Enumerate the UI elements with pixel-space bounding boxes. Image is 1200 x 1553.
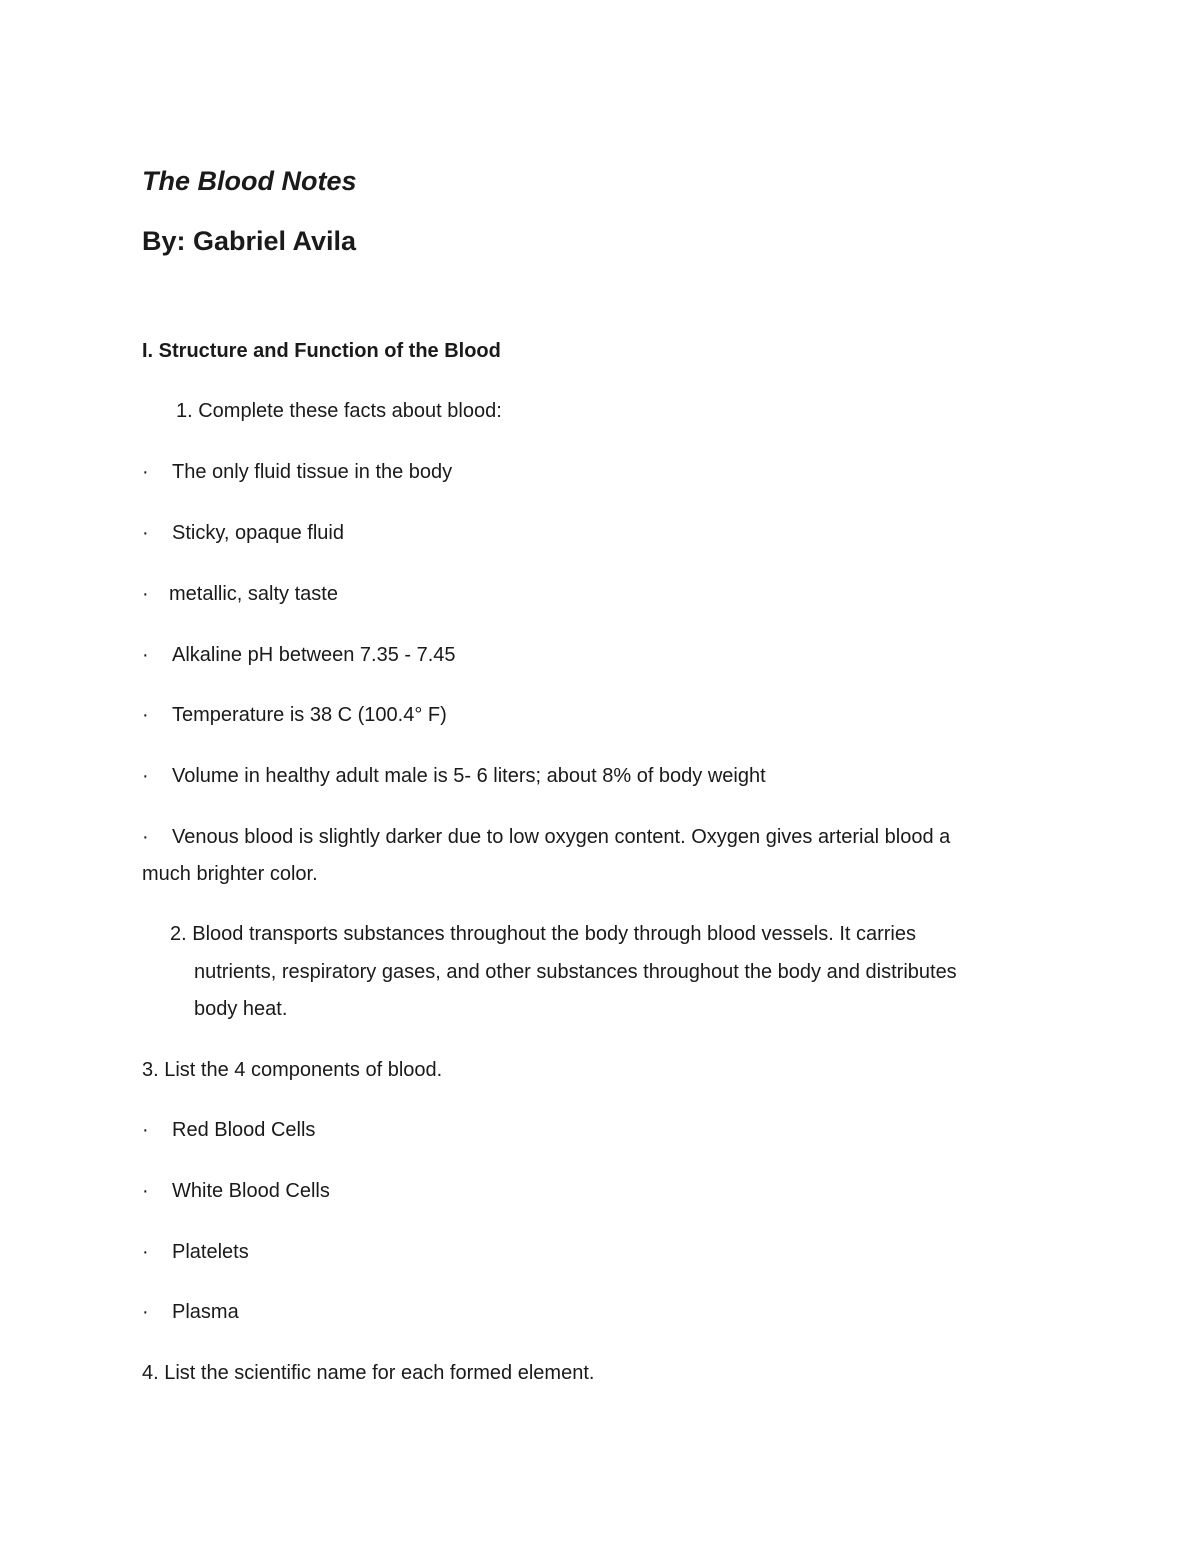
bullet-icon: · (142, 583, 149, 605)
component-text: White Blood Cells (172, 1180, 330, 1202)
fact-text-line-2: much brighter color. (142, 863, 318, 885)
section-heading: I. Structure and Function of the Blood (142, 340, 501, 362)
component-text: Plasma (172, 1301, 239, 1323)
fact-text: Temperature is 38 C (100.4° F) (172, 704, 447, 726)
fact-text: Alkaline pH between 7.35 - 7.45 (172, 644, 456, 666)
bullet-icon: · (142, 461, 149, 483)
fact-text: The only fluid tissue in the body (172, 461, 453, 483)
list-item (142, 581, 338, 607)
list-item (142, 1117, 315, 1143)
component-text: Platelets (172, 1241, 249, 1263)
bullet-icon: · (142, 826, 149, 848)
bullet-icon: · (142, 704, 149, 726)
bullet-icon: · (142, 1301, 149, 1323)
list-item (142, 642, 456, 668)
bullet-icon: · (142, 1180, 149, 1202)
question-1: 1. Complete these facts about blood: (176, 400, 502, 422)
list-item (142, 702, 447, 728)
bullet-icon: · (142, 765, 149, 787)
question-4: 4. List the scientific name for each formed element. (142, 1362, 595, 1384)
component-text: Red Blood Cells (172, 1119, 316, 1141)
question-2-line-1: 2. Blood transports substances throughout the body through blood vessels. It carries (170, 923, 916, 945)
fact-text-line-1: Venous blood is slightly darker due to low oxygen content. Oxygen gives arterial blood a (172, 826, 951, 848)
list-item (142, 459, 452, 485)
document-author: By: Gabriel Avila (142, 226, 357, 256)
fact-text: Sticky, opaque fluid (172, 522, 344, 544)
list-item (142, 763, 766, 789)
list-item (142, 1178, 330, 1204)
bullet-icon: · (142, 522, 149, 544)
list-item (142, 1299, 239, 1325)
question-2-line-3: body heat. (194, 998, 288, 1020)
fact-text: Volume in healthy adult male is 5- 6 liters; about 8% of body weight (172, 765, 766, 787)
list-item (142, 824, 950, 850)
list-item (142, 520, 344, 546)
bullet-icon: · (142, 1119, 149, 1141)
bullet-icon: · (142, 644, 149, 666)
bullet-icon: · (142, 1241, 149, 1263)
fact-text: metallic, salty taste (169, 583, 338, 605)
list-item (142, 1239, 249, 1265)
document-title: The Blood Notes (142, 166, 357, 196)
question-3: 3. List the 4 components of blood. (142, 1059, 443, 1081)
question-2-line-2: nutrients, respiratory gases, and other substances throughout the body and distributes (194, 961, 957, 983)
